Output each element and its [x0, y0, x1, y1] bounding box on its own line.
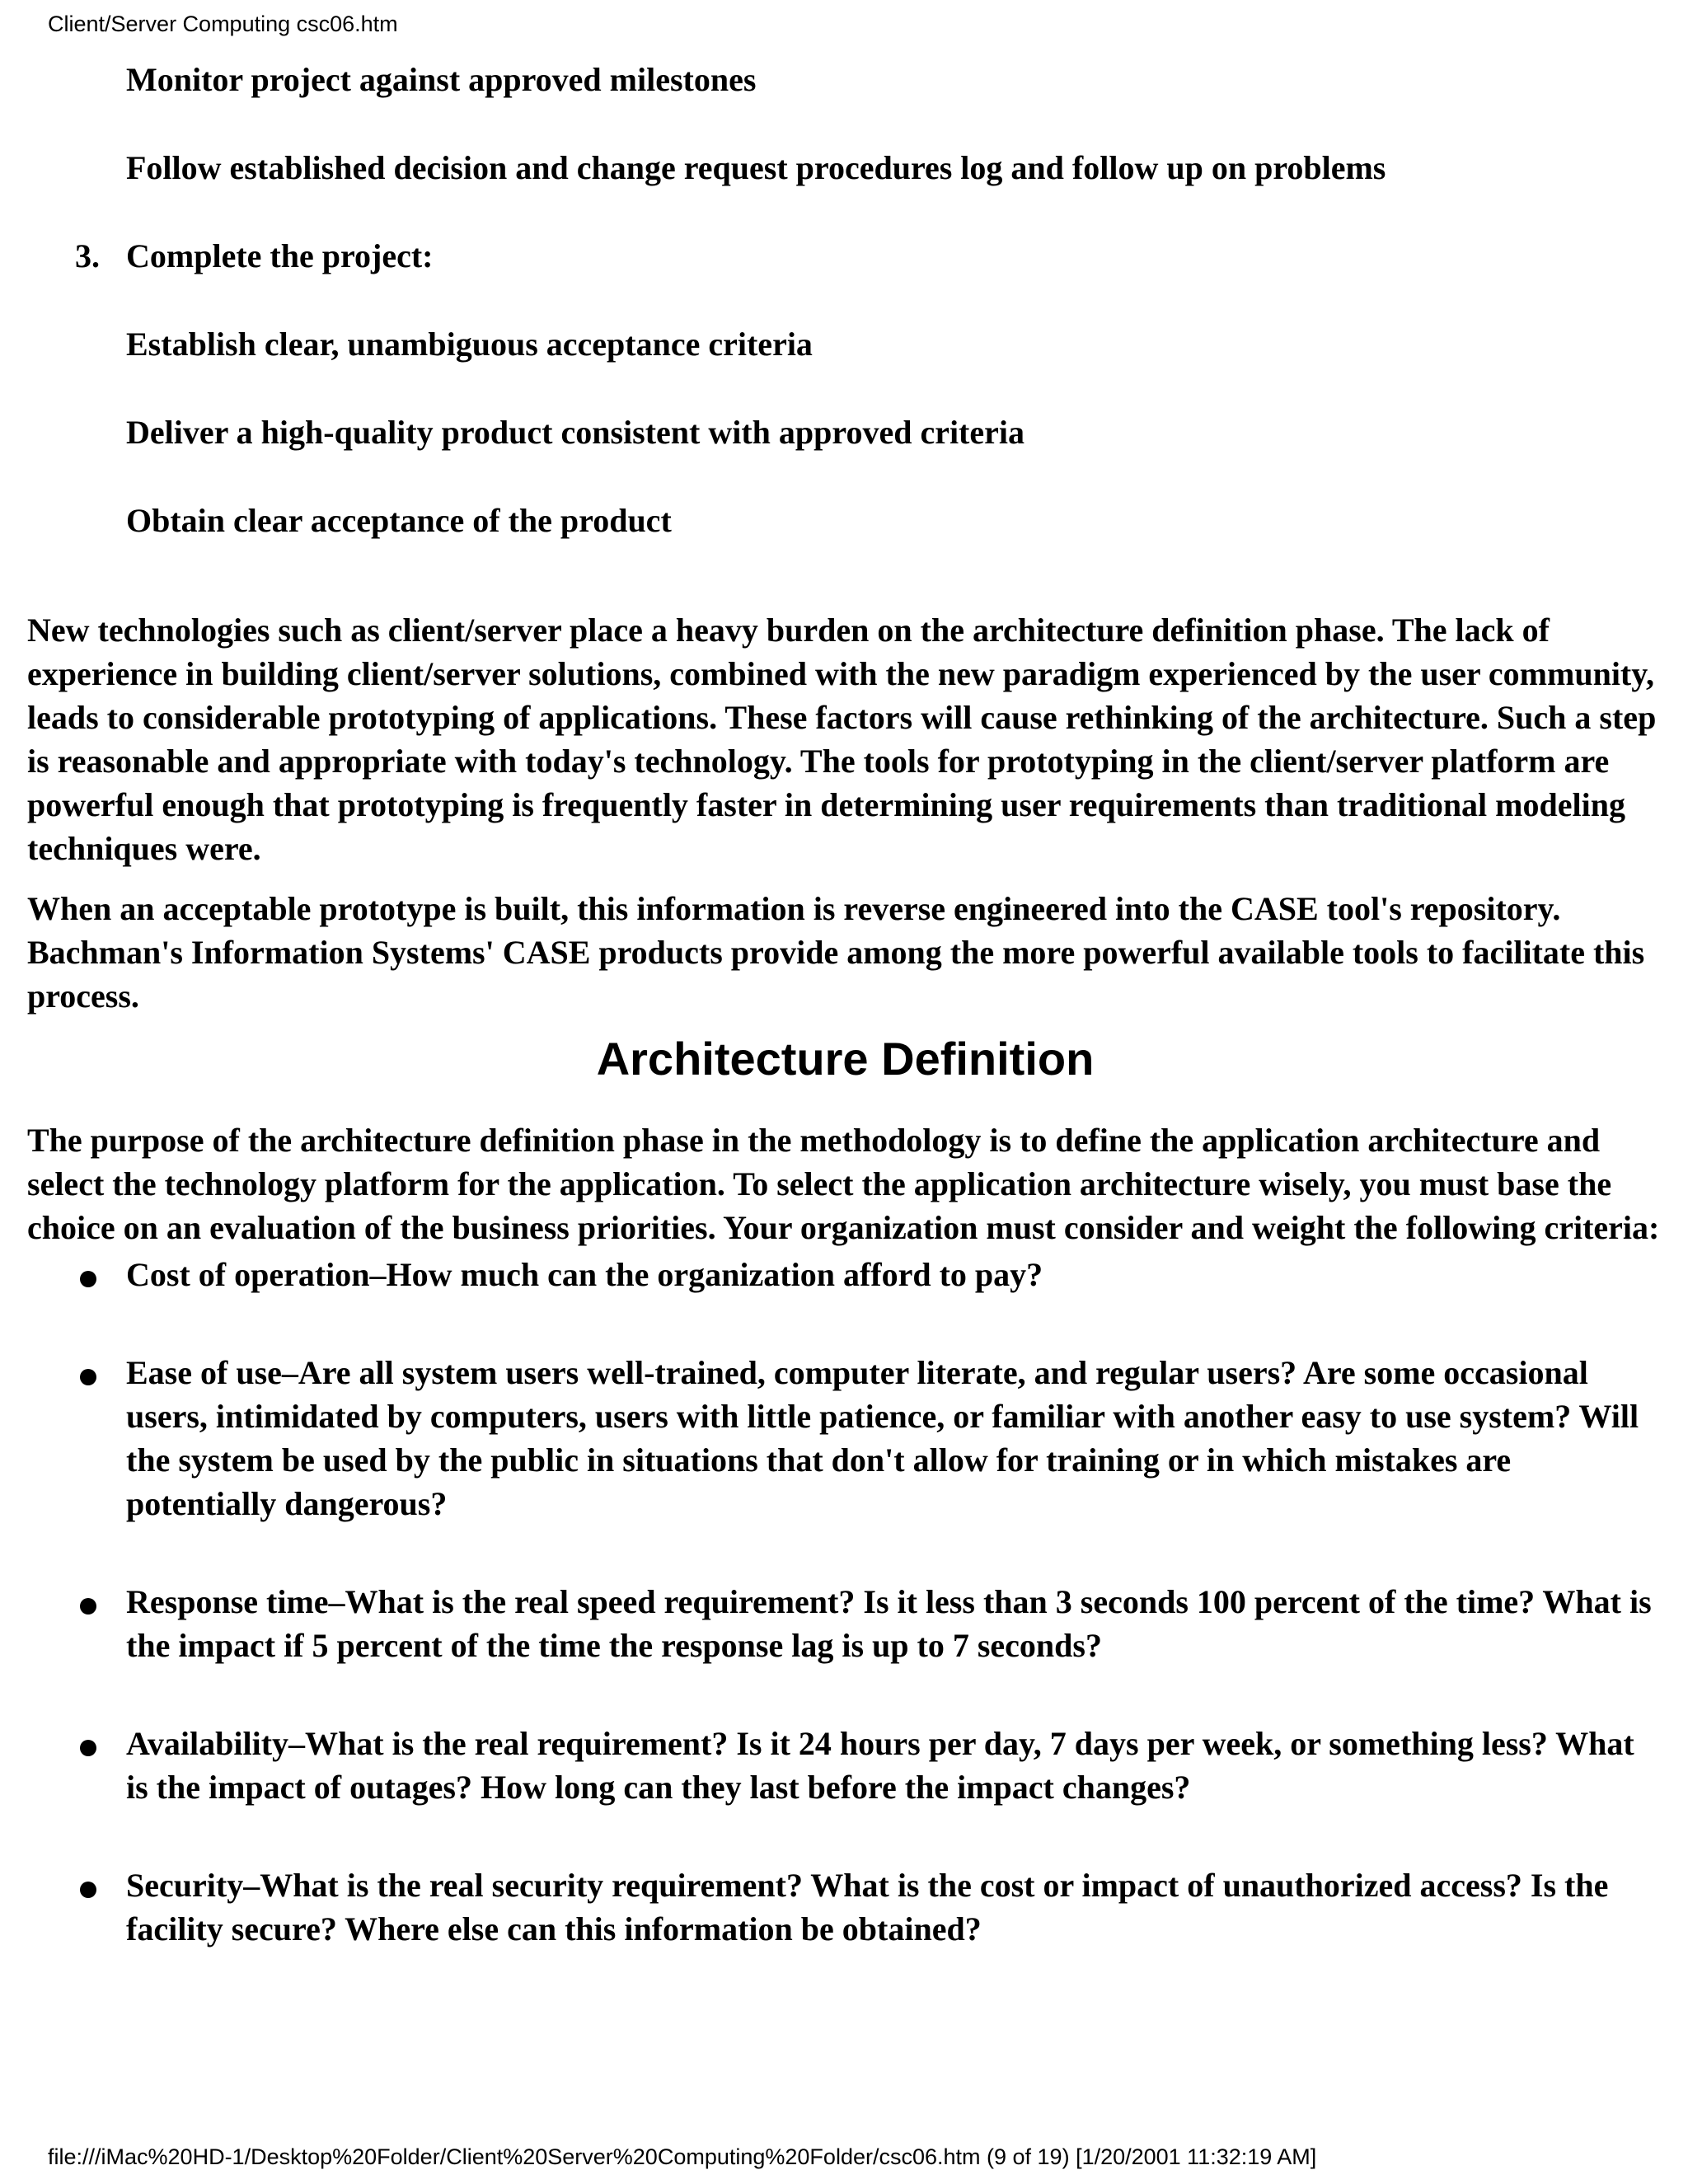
paragraph: New technologies such as client/server place a heavy burden on the architecture definition phase. The lack of experience in building client/server solutions, combined with the new paradigm experienced by the user community, leads to considerable prototyping of applications. These factors will cause rethinking of the architecture. Such a step is reasonable and appropriate with today's technology. The tools for prototyping in the client/server platform are powerful enough that prototyping is frequently faster in determining user requirements than traditional modeling techniques were.	[27, 612, 1657, 867]
criteria-text: Security–What is the real security requirement? What is the cost or impact of unauthorized access? Is the facility secure? Where else can this information be obtained?	[126, 1867, 1609, 1947]
section-intro: The purpose of the architecture definition phase in the methodology is to define the application architecture and select the technology platform for the application. To select the application architecture wisely, you must base the choice on an evaluation of the business priorities. Your organization must consider and weight the following criteria:	[27, 1122, 1660, 1246]
numbered-item-text: Complete the project:	[126, 237, 434, 274]
list-item: Establish clear, unambiguous acceptance criteria	[126, 326, 813, 363]
criteria-item	[27, 1253, 1663, 1296]
bullet-icon	[80, 1369, 96, 1385]
list-item: Obtain clear acceptance of the product	[126, 502, 672, 539]
criteria-item	[27, 1351, 1663, 1526]
page-header: Client/Server Computing csc06.htm	[48, 12, 398, 36]
paragraph: When an acceptable prototype is built, this information is reverse engineered into the CASE tool's repository. Bachman's Information Systems' CASE products provide among the more powerful available tools to facilitate this process.	[27, 890, 1645, 1015]
section-heading: Architecture Definition	[596, 1033, 1095, 1085]
bullet-icon	[80, 1740, 96, 1756]
bullet-icon	[80, 1598, 96, 1615]
criteria-item	[27, 1580, 1663, 1667]
criteria-text: Availability–What is the real requirement? Is it 24 hours per day, 7 days per week, or something less? What is the impact of outages? How long can they last before the impact changes?	[126, 1725, 1634, 1806]
bullet-icon	[80, 1271, 96, 1287]
criteria-text: Ease of use–Are all system users well-trained, computer literate, and regular users? Are some occasional users, intimidated by computers, users with little patience, or familiar with another easy to use system? Will the system be used by the public in situations that don't allow for training or in which mistakes are potentially dangerous?	[126, 1354, 1639, 1522]
criteria-item	[27, 1863, 1663, 1951]
criteria-text: Response time–What is the real speed requirement? Is it less than 3 seconds 100 percent of the time? What is the impact if 5 percent of the time the response lag is up to 7 seconds?	[126, 1583, 1652, 1664]
list-number: 3.	[75, 237, 100, 274]
criteria-text: Cost of operation–How much can the organization afford to pay?	[126, 1256, 1043, 1293]
page-footer: file:///iMac%20HD-1/Desktop%20Folder/Client%20Server%20Computing%20Folder/csc06.htm (9 of 19) [1/20/2001 11:32:19 AM]	[48, 2144, 1317, 2169]
list-item: Deliver a high-quality product consistent with approved criteria	[126, 414, 1025, 451]
bullet-icon	[80, 1882, 96, 1898]
document-body	[27, 58, 1663, 2005]
list-item: Monitor project against approved milestones	[126, 61, 757, 98]
criteria-list	[27, 1253, 1663, 1951]
list-item: Follow established decision and change request procedures log and follow up on problems	[126, 149, 1386, 186]
numbered-item	[27, 234, 1663, 278]
criteria-item	[27, 1722, 1663, 1809]
